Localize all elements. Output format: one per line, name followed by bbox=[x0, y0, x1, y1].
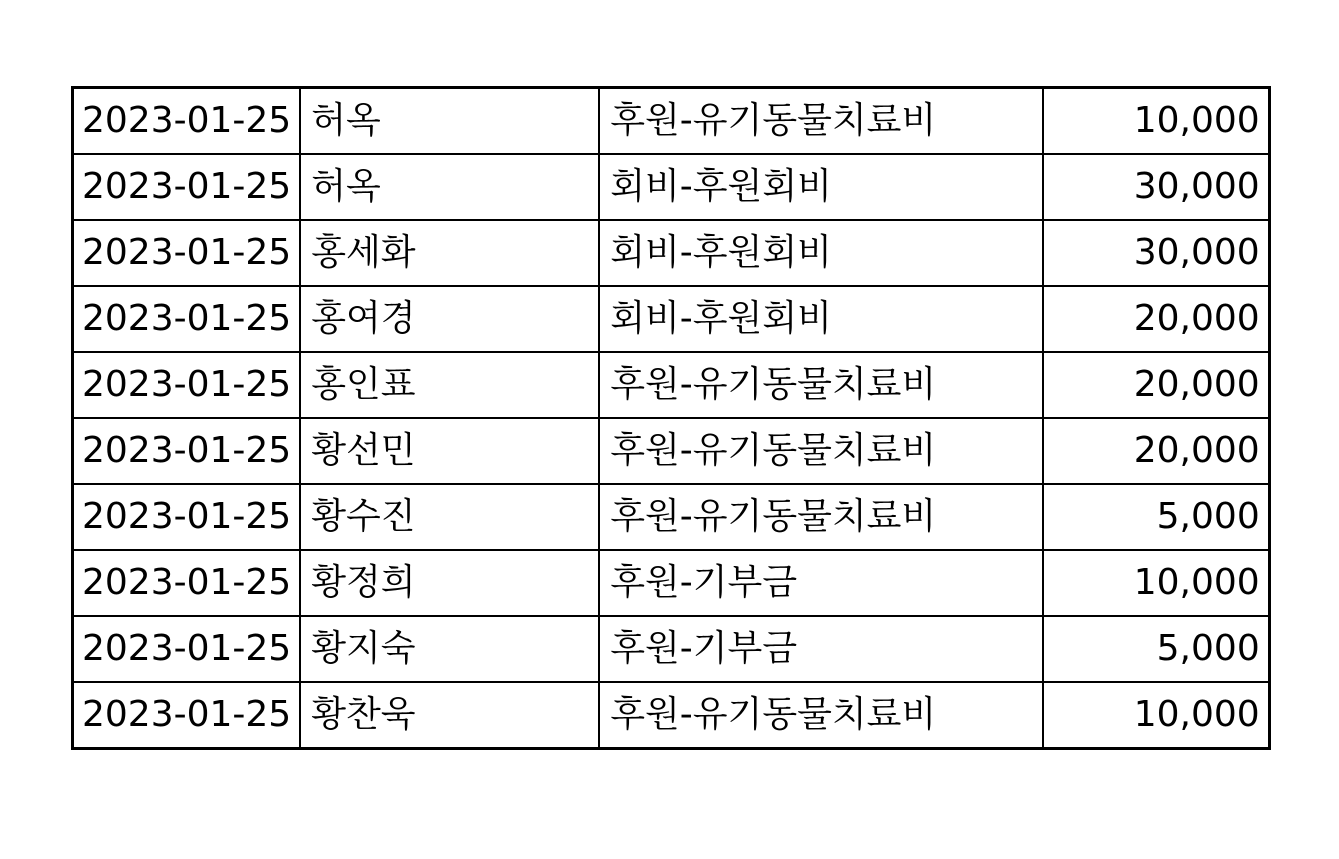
donor-name-cell: 홍여경 bbox=[300, 286, 599, 352]
donation-ledger-table bbox=[71, 86, 1271, 750]
category-cell: 후원-기부금 bbox=[599, 550, 1043, 616]
amount-cell: 5,000 bbox=[1043, 616, 1269, 682]
donor-name-cell: 허옥 bbox=[300, 154, 599, 220]
category-cell: 후원-유기동물치료비 bbox=[599, 352, 1043, 418]
date-cell: 2023-01-25 bbox=[73, 550, 301, 616]
amount-cell: 10,000 bbox=[1043, 682, 1269, 749]
table-row bbox=[73, 352, 1270, 418]
table-row bbox=[73, 418, 1270, 484]
donor-name-cell: 황정희 bbox=[300, 550, 599, 616]
donor-name-cell: 황지숙 bbox=[300, 616, 599, 682]
date-cell: 2023-01-25 bbox=[73, 154, 301, 220]
table-row bbox=[73, 286, 1270, 352]
category-cell: 후원-유기동물치료비 bbox=[599, 682, 1043, 749]
table-row bbox=[73, 484, 1270, 550]
donor-name-cell: 홍세화 bbox=[300, 220, 599, 286]
amount-cell: 20,000 bbox=[1043, 352, 1269, 418]
ledger-body bbox=[73, 88, 1270, 749]
amount-cell: 30,000 bbox=[1043, 154, 1269, 220]
table-row bbox=[73, 220, 1270, 286]
amount-cell: 10,000 bbox=[1043, 550, 1269, 616]
date-cell: 2023-01-25 bbox=[73, 88, 301, 155]
amount-cell: 20,000 bbox=[1043, 286, 1269, 352]
table-row bbox=[73, 88, 1270, 155]
category-cell: 회비-후원회비 bbox=[599, 154, 1043, 220]
date-cell: 2023-01-25 bbox=[73, 286, 301, 352]
date-cell: 2023-01-25 bbox=[73, 352, 301, 418]
category-cell: 후원-기부금 bbox=[599, 616, 1043, 682]
table-row bbox=[73, 154, 1270, 220]
amount-cell: 10,000 bbox=[1043, 88, 1269, 155]
amount-cell: 5,000 bbox=[1043, 484, 1269, 550]
category-cell: 후원-유기동물치료비 bbox=[599, 484, 1043, 550]
category-cell: 후원-유기동물치료비 bbox=[599, 88, 1043, 155]
category-cell: 회비-후원회비 bbox=[599, 286, 1043, 352]
date-cell: 2023-01-25 bbox=[73, 418, 301, 484]
table-row bbox=[73, 682, 1270, 749]
donor-name-cell: 황선민 bbox=[300, 418, 599, 484]
donor-name-cell: 홍인표 bbox=[300, 352, 599, 418]
category-cell: 회비-후원회비 bbox=[599, 220, 1043, 286]
donor-name-cell: 황수진 bbox=[300, 484, 599, 550]
table-row bbox=[73, 616, 1270, 682]
date-cell: 2023-01-25 bbox=[73, 220, 301, 286]
date-cell: 2023-01-25 bbox=[73, 682, 301, 749]
category-cell: 후원-유기동물치료비 bbox=[599, 418, 1043, 484]
amount-cell: 20,000 bbox=[1043, 418, 1269, 484]
donor-name-cell: 허옥 bbox=[300, 88, 599, 155]
date-cell: 2023-01-25 bbox=[73, 484, 301, 550]
date-cell: 2023-01-25 bbox=[73, 616, 301, 682]
table-row bbox=[73, 550, 1270, 616]
amount-cell: 30,000 bbox=[1043, 220, 1269, 286]
donor-name-cell: 황찬욱 bbox=[300, 682, 599, 749]
